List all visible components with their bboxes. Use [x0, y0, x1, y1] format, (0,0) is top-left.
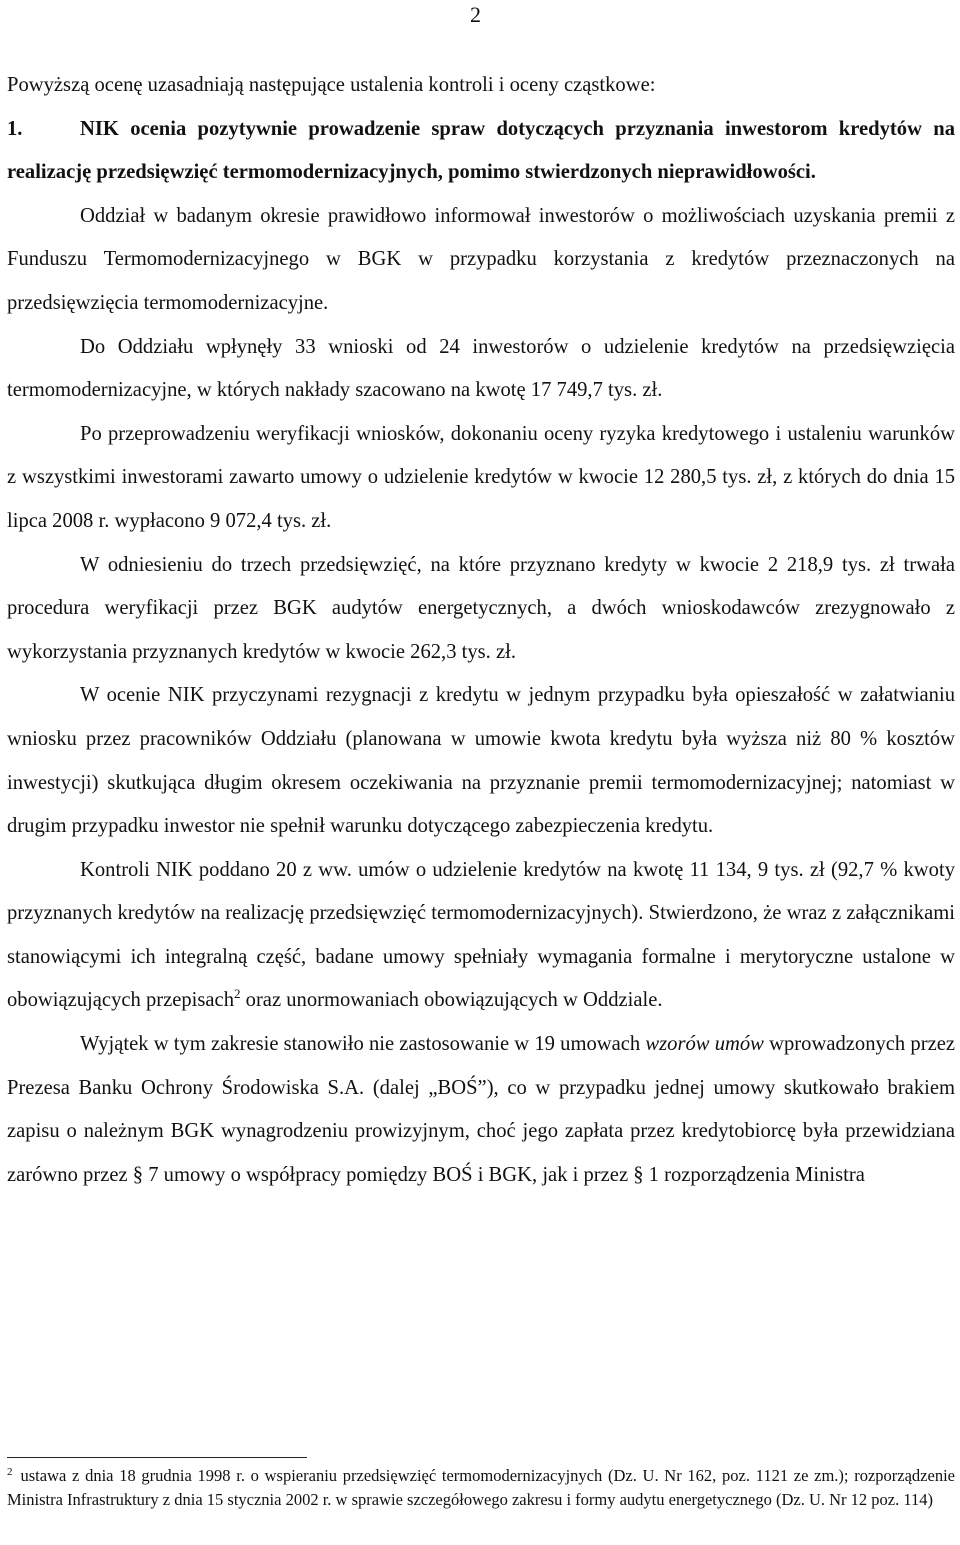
paragraph: Po przeprowadzeniu weryfikacji wniosków, dokonaniu oceny ryzyka kredytowego i ustaleniu warunków z wszystkimi inwestorami zawarto umowy o udzielenie kredytów w kwocie 12 280,5 tys. zł, z których do dnia 15 lipca 2008 r. wypłacono 9 072,4 tys. zł.: [7, 422, 955, 532]
paragraph: Do Oddziału wpłynęły 33 wnioski od 24 inwestorów o udzielenie kredytów na przedsięwzięcia termomodernizacyjne, w których nakłady szacowano na kwotę 17 749,7 tys. zł.: [7, 335, 955, 402]
intro-paragraph: Powyższą ocenę uzasadniają następujące ustalenia kontroli i oceny cząstkowe:: [7, 74, 656, 96]
paragraph: W ocenie NIK przyczynami rezygnacji z kredytu w jednym przypadku była opieszałość w załatwianiu wniosku przez pracowników Oddziału (planowana w umowie kwota kredytu była wyższa niż 80 % kosztów inwestycji) skutkująca długim okresem oczekiwania na przyznanie premii termomodernizacyjnej; natomiast w drugim przypadku inwestor nie spełnił warunku dotyczącego zabezpieczenia kredytu.: [7, 684, 955, 838]
point-heading-text: NIK ocenia pozytywnie prowadzenie spraw dotyczących przyznania inwestorom kredytów na realizację przedsięwzięć termomodernizacyjnych, pomimo stwierdzonych nieprawidłowości.: [7, 117, 955, 184]
paragraph-text: Wyjątek w tym zakresie stanowiło nie zastosowanie w 19 umowach: [80, 1033, 646, 1056]
document-body: [7, 64, 955, 1197]
paragraph-with-footnote: [7, 849, 955, 1023]
footnote-reference[interactable]: 2: [234, 986, 241, 1002]
point-number: 1.: [7, 117, 23, 140]
point-heading: [7, 108, 955, 195]
footnote-separator: [7, 1457, 307, 1458]
footnote-text: ustawa z dnia 18 grudnia 1998 r. o wspieraniu przedsięwzięć termomodernizacyjnych (Dz. U. Nr 162, poz. 1121 ze zm.); rozporządzenie Ministra Infrastruktury z dnia 15 stycznia 2002 r. w sprawie szczegółowego zakresu i formy audytu energetycznego (Dz. U. Nr 12 poz. 114): [7, 1466, 955, 1509]
footnote-mark: 2: [7, 1465, 13, 1478]
paragraph-exception: [7, 1023, 955, 1197]
page-number: 2: [470, 2, 481, 27]
paragraph-text: Kontroli NIK poddano 20 z ww. umów o udzielenie kredytów na kwotę 11 134, 9 tys. zł (92,7 % kwoty przyznanych kredytów na realizację przedsięwzięć termomodernizacyjnych). Stwierdzono, że wraz z załącznikami stanowiącymi ich integralną część, badane umowy spełniały wymagania formalne i merytoryczne ustalone w obowiązujących przepisach: [7, 858, 955, 1012]
paragraph: W odniesieniu do trzech przedsięwzięć, na które przyznano kredyty w kwocie 2 218,9 tys. zł trwała procedura weryfikacji przez BGK audytów energetycznych, a dwóch wnioskodawców zrezygnowało z wykorzystania przyznanych kredytów w kwocie 262,3 tys. zł.: [7, 553, 955, 663]
footnote: [7, 1464, 955, 1512]
italic-term: wzorów umów: [645, 1033, 764, 1056]
paragraph-text: wprowadzonych przez Prezesa Banku Ochrony Środowiska S.A. (dalej „BOŚ”), co w przypadku jednej umowy skutkowało brakiem zapisu o należnym BGK wynagrodzeniu prowizyjnym, choć jego zapłata przez kredytobiorcę była przewidziana zarówno przez § 7 umowy o współpracy pomiędzy BOŚ i BGK, jak i przez § 1 rozporządzenia Ministra: [7, 1033, 955, 1186]
paragraph-text: oraz unormowaniach obowiązujących w Oddziale.: [240, 989, 663, 1012]
paragraph: Oddział w badanym okresie prawidłowo informował inwestorów o możliwościach uzyskania premii z Funduszu Termomodernizacyjnego w BGK w przypadku korzystania z kredytów przeznaczonych na przedsięwzięcia termomodernizacyjne.: [7, 204, 955, 314]
